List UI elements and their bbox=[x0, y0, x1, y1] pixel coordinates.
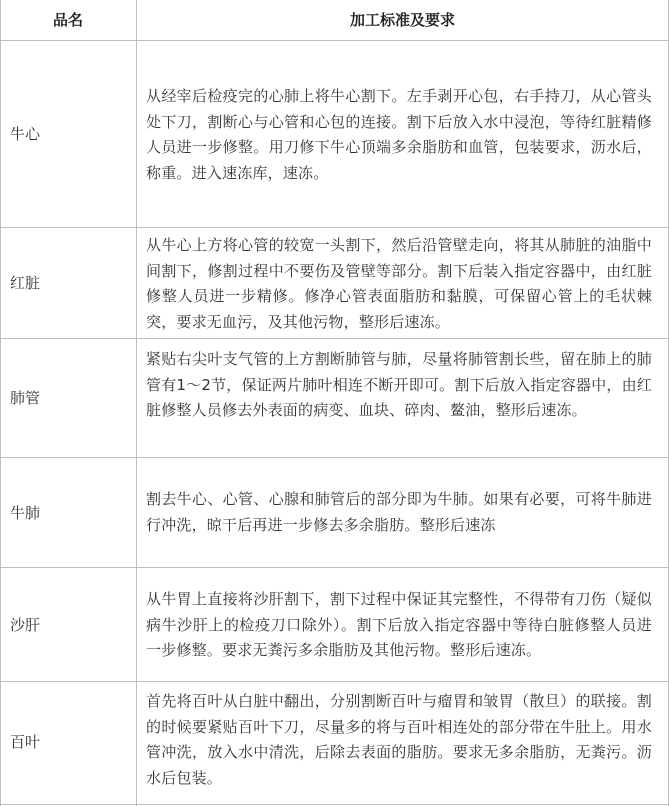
item-description: 首先将百叶从白脏中翻出，分别割断百叶与瘤胃和皱胃（散旦）的联接。割的时候要紧贴百叶下刀，尽量多的将与百叶相连处的部分带在牛肚上。用水管冲洗，放入水中清洗，后除去表面的脂肪。要求无多余脂肪，无粪污。沥水后包装。 bbox=[146, 692, 652, 787]
item-name: 百叶 bbox=[10, 733, 41, 751]
row-divider bbox=[0, 681, 669, 682]
row-divider bbox=[0, 457, 669, 458]
column-divider bbox=[136, 0, 137, 806]
item-name: 红脏 bbox=[10, 274, 41, 292]
item-description: 从牛胃上直接将沙肝割下，割下过程中保证其完整性，不得带有刀伤（疑似病牛沙肝上的检疫刀口除外）。割下后放入指定容器中等待白脏修整人员进一步修整。要求无粪污多余脂肪及其他污物。整形后速冻。 bbox=[146, 590, 652, 659]
item-description: 紧贴右尖叶支气管的上方割断肺管与肺，尽量将肺管割长些，留在肺上的肺管有1～2节，保证两片肺叶相连不断开即可。割下后放入指定容器中，由红脏修整人员修去外表面的病变、血块、碎肉、鳌油，整形后速冻。 bbox=[146, 350, 652, 419]
row-divider bbox=[0, 227, 669, 228]
item-name: 沙肝 bbox=[10, 616, 41, 634]
row-divider bbox=[0, 40, 669, 41]
item-name: 牛心 bbox=[10, 125, 41, 143]
column-header-name: 品名 bbox=[52, 11, 83, 29]
item-name: 牛肺 bbox=[10, 504, 41, 522]
row-divider bbox=[0, 338, 669, 339]
column-divider bbox=[0, 0, 1, 806]
item-name: 肺管 bbox=[10, 389, 41, 407]
column-header-standard: 加工标准及要求 bbox=[349, 11, 455, 29]
item-description: 从牛心上方将心管的较宽一头割下，然后沿管壁走向，将其从肺脏的油脂中间割下，修割过程中不要伤及管壁等部分。割下后装入指定容器中，由红脏修整人员进一步精修。修净心管表面脂肪和黏膜，可保留心管上的毛状棘突，要求无血污，及其他污物，整形后速冻。 bbox=[146, 236, 652, 331]
item-description: 从经宰后检疫完的心肺上将牛心割下。左手剥开心包，右手持刀，从心管头处下刀，割断心与心管和心包的连接。割下后放入水中浸泡，等待红脏精修人员进一步修整。用刀修下牛心顶端多余脂肪和血管，包装要求，沥水后，称重。进入速冻库，速冻。 bbox=[146, 87, 652, 182]
row-divider bbox=[0, 567, 669, 568]
row-divider bbox=[0, 804, 669, 805]
item-description: 割去牛心、心管、心腺和肺管后的部分即为牛肺。如果有必要，可将牛肺进行冲洗，晾干后再进一步修去多余脂肪。整形后速冻 bbox=[146, 490, 652, 534]
